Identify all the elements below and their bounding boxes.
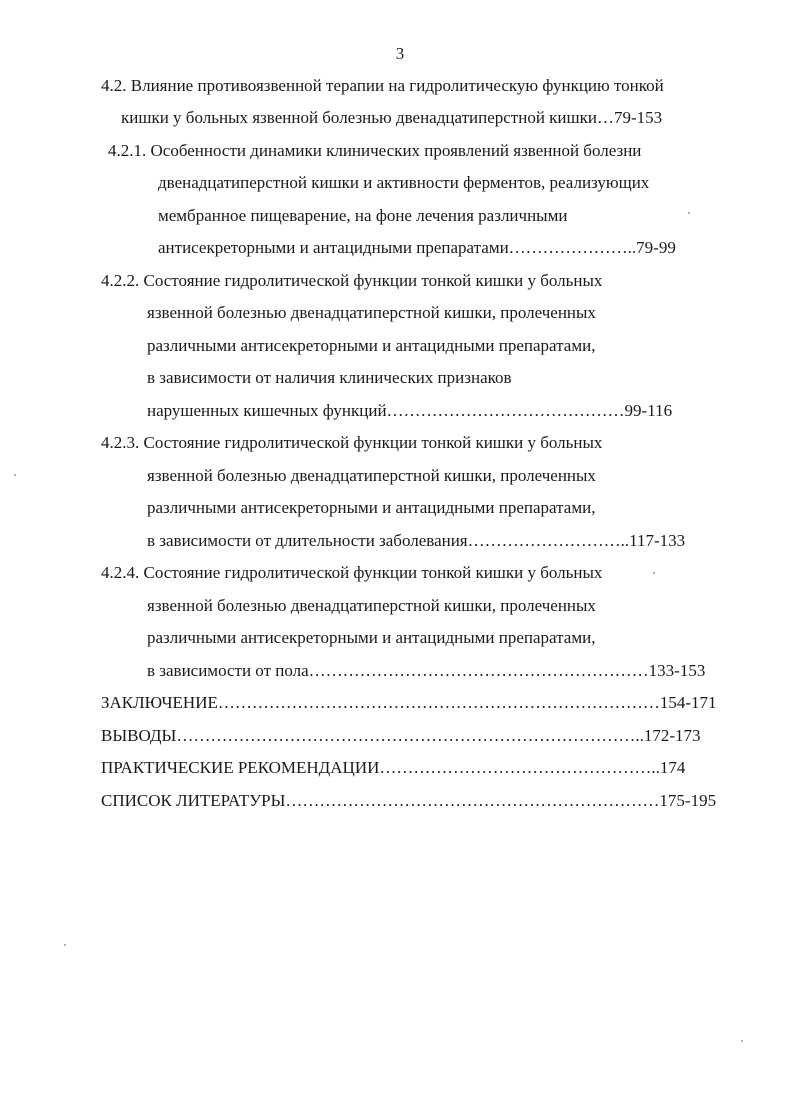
- toc-entry-practical-recommendations: ПРАКТИЧЕСКИЕ РЕКОМЕНДАЦИИ…………………………………………..174: [101, 758, 686, 777]
- toc-entry-4-2-1-line-3: мембранное пищеварение, на фоне лечения различными: [158, 206, 568, 225]
- scan-speck: [14, 474, 16, 476]
- toc-entry-4-2-2-line-3: различными антисекреторными и антацидными препаратами,: [147, 336, 596, 355]
- toc-entry-4-2-2-line-5: нарушенных кишечных функций……………………………………99-116: [147, 401, 673, 420]
- toc-entry-4-2-3-line-2: язвенной болезнью двенадцатиперстной кишки, пролеченных: [147, 466, 596, 485]
- scan-speck: [688, 212, 690, 214]
- toc-entry-4-2-1-line-4: антисекреторными и антацидными препаратами…………………..79-99: [158, 238, 676, 257]
- toc-entry-4-2-2-line-1: 4.2.2. Состояние гидролитической функции тонкой кишки у больных: [101, 271, 603, 290]
- scan-speck: [741, 1040, 743, 1042]
- toc-entry-4-2-1-line-1: 4.2.1. Особенности динамики клинических проявлений язвенной болезни: [108, 141, 642, 160]
- toc-entry-4-2-line-2: кишки у больных язвенной болезнью двенадцатиперстной кишки…79-153: [121, 108, 663, 127]
- toc-entry-4-2-3-line-1: 4.2.3. Состояние гидролитической функции тонкой кишки у больных: [101, 433, 603, 452]
- toc-entry-4-2-2-line-4: в зависимости от наличия клинических признаков: [147, 368, 512, 387]
- toc-entry-4-2-4-line-2: язвенной болезнью двенадцатиперстной кишки, пролеченных: [147, 596, 596, 615]
- scan-speck: [653, 572, 655, 574]
- toc-entry-references: СПИСОК ЛИТЕРАТУРЫ…………………………………………………………175-195: [101, 791, 717, 810]
- toc-entry-4-2-3-line-4: в зависимости от длительности заболевания………………………..117-133: [147, 531, 686, 550]
- toc-entry-4-2-2-line-2: язвенной болезнью двенадцатиперстной кишки, пролеченных: [147, 303, 596, 322]
- toc-entry-4-2-1-line-2: двенадцатиперстной кишки и активности ферментов, реализующих: [158, 173, 650, 192]
- toc-entry-4-2-4-line-1: 4.2.4. Состояние гидролитической функции тонкой кишки у больных: [101, 563, 603, 582]
- page-number: 3: [395, 44, 405, 63]
- toc-entry-4-2-3-line-3: различными антисекреторными и антацидными препаратами,: [147, 498, 596, 517]
- toc-entry-findings: ВЫВОДЫ………………………………………………………………………..172-173: [101, 726, 701, 745]
- scan-speck: [64, 944, 66, 946]
- toc-entry-4-2-4-line-4: в зависимости от пола……………………………………………………133-153: [147, 661, 706, 680]
- toc-entry-4-2-4-line-3: различными антисекреторными и антацидными препаратами,: [147, 628, 596, 647]
- toc-entry-4-2-line-1: 4.2. Влияние противоязвенной терапии на гидролитическую функцию тонкой: [101, 76, 664, 95]
- toc-entry-conclusion: ЗАКЛЮЧЕНИЕ……………………………………………………………………154-171: [101, 693, 717, 712]
